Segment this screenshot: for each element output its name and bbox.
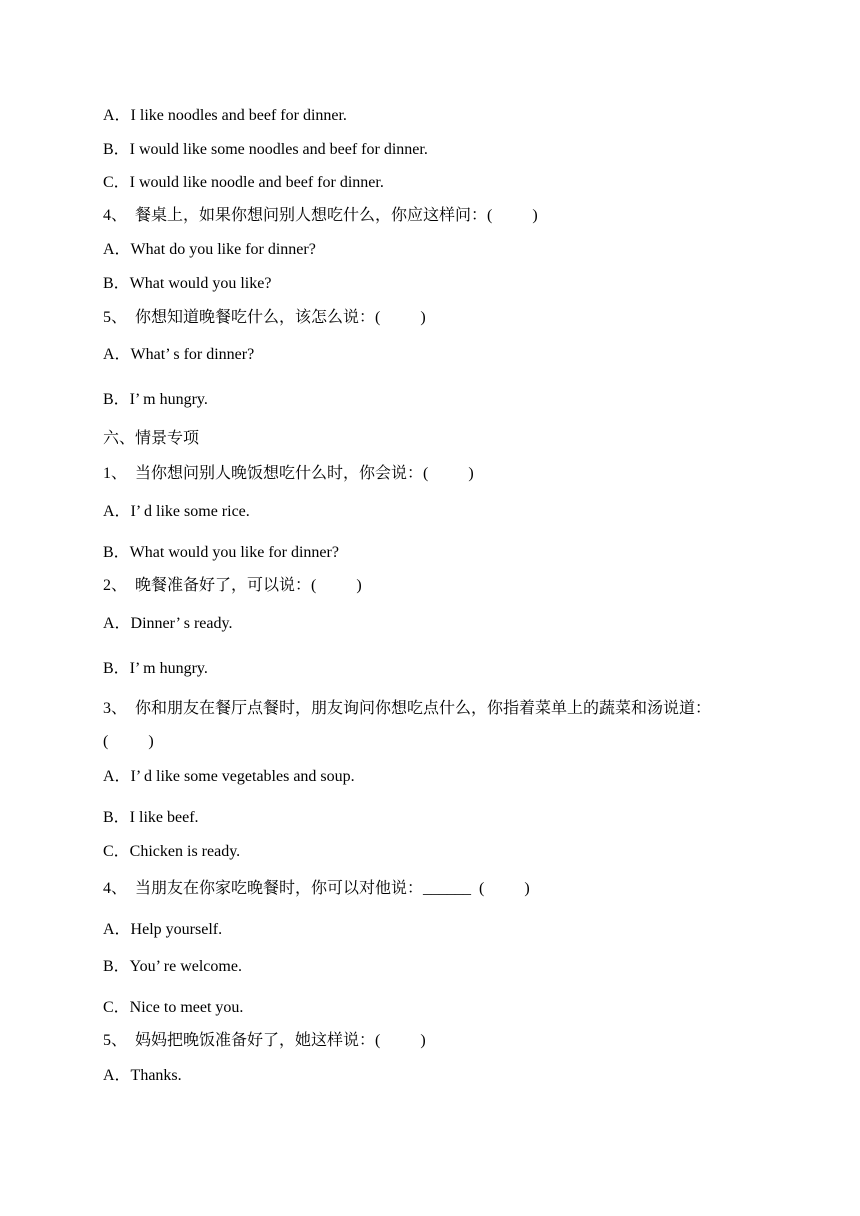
option-line: A．I’ d like some vegetables and soup. — [103, 768, 355, 785]
question-line: 5、 妈妈把晚饭准备好了，她这样说：( ) — [103, 1032, 426, 1049]
option-line: B．What would you like? — [103, 275, 272, 292]
option-line: B．What would you like for dinner? — [103, 544, 339, 561]
option-line: B．I would like some noodles and beef for dinner. — [103, 141, 428, 158]
option-line: A．I like noodles and beef for dinner. — [103, 107, 347, 124]
option-line: C．I would like noodle and beef for dinner. — [103, 174, 384, 191]
option-line: A．Thanks. — [103, 1067, 182, 1084]
question-line: 5、 你想知道晚餐吃什么，该怎么说：( ) — [103, 309, 426, 326]
question-line: 3、 你和朋友在餐厅点餐时，朋友询问你想吃点什么，你指着菜单上的蔬菜和汤说道： — [103, 700, 712, 717]
option-line: B．I’ m hungry. — [103, 391, 208, 408]
option-line: B．I’ m hungry. — [103, 660, 208, 677]
section-heading: 六、情景专项 — [103, 430, 200, 447]
question-line: 1、 当你想问别人晚饭想吃什么时，你会说：( ) — [103, 465, 474, 482]
option-line: B．You’ re welcome. — [103, 958, 242, 975]
option-line: B．I like beef. — [103, 809, 199, 826]
option-line: A．Dinner’ s ready. — [103, 615, 233, 632]
option-line: C．Nice to meet you. — [103, 999, 244, 1016]
option-line: A．Help yourself. — [103, 921, 223, 938]
option-line: A．What’ s for dinner? — [103, 346, 255, 363]
option-line: A．I’ d like some rice. — [103, 503, 250, 520]
question-line: 4、 餐桌上，如果你想问别人想吃什么，你应这样问：( ) — [103, 207, 538, 224]
question-line: 4、 当朋友在你家吃晚餐时，你可以对他说：______ ( ) — [103, 880, 530, 897]
option-line: A．What do you like for dinner? — [103, 241, 316, 258]
answer-blank: ( ) — [103, 733, 154, 750]
option-line: C．Chicken is ready. — [103, 843, 241, 860]
question-line: 2、 晚餐准备好了，可以说：( ) — [103, 577, 362, 594]
